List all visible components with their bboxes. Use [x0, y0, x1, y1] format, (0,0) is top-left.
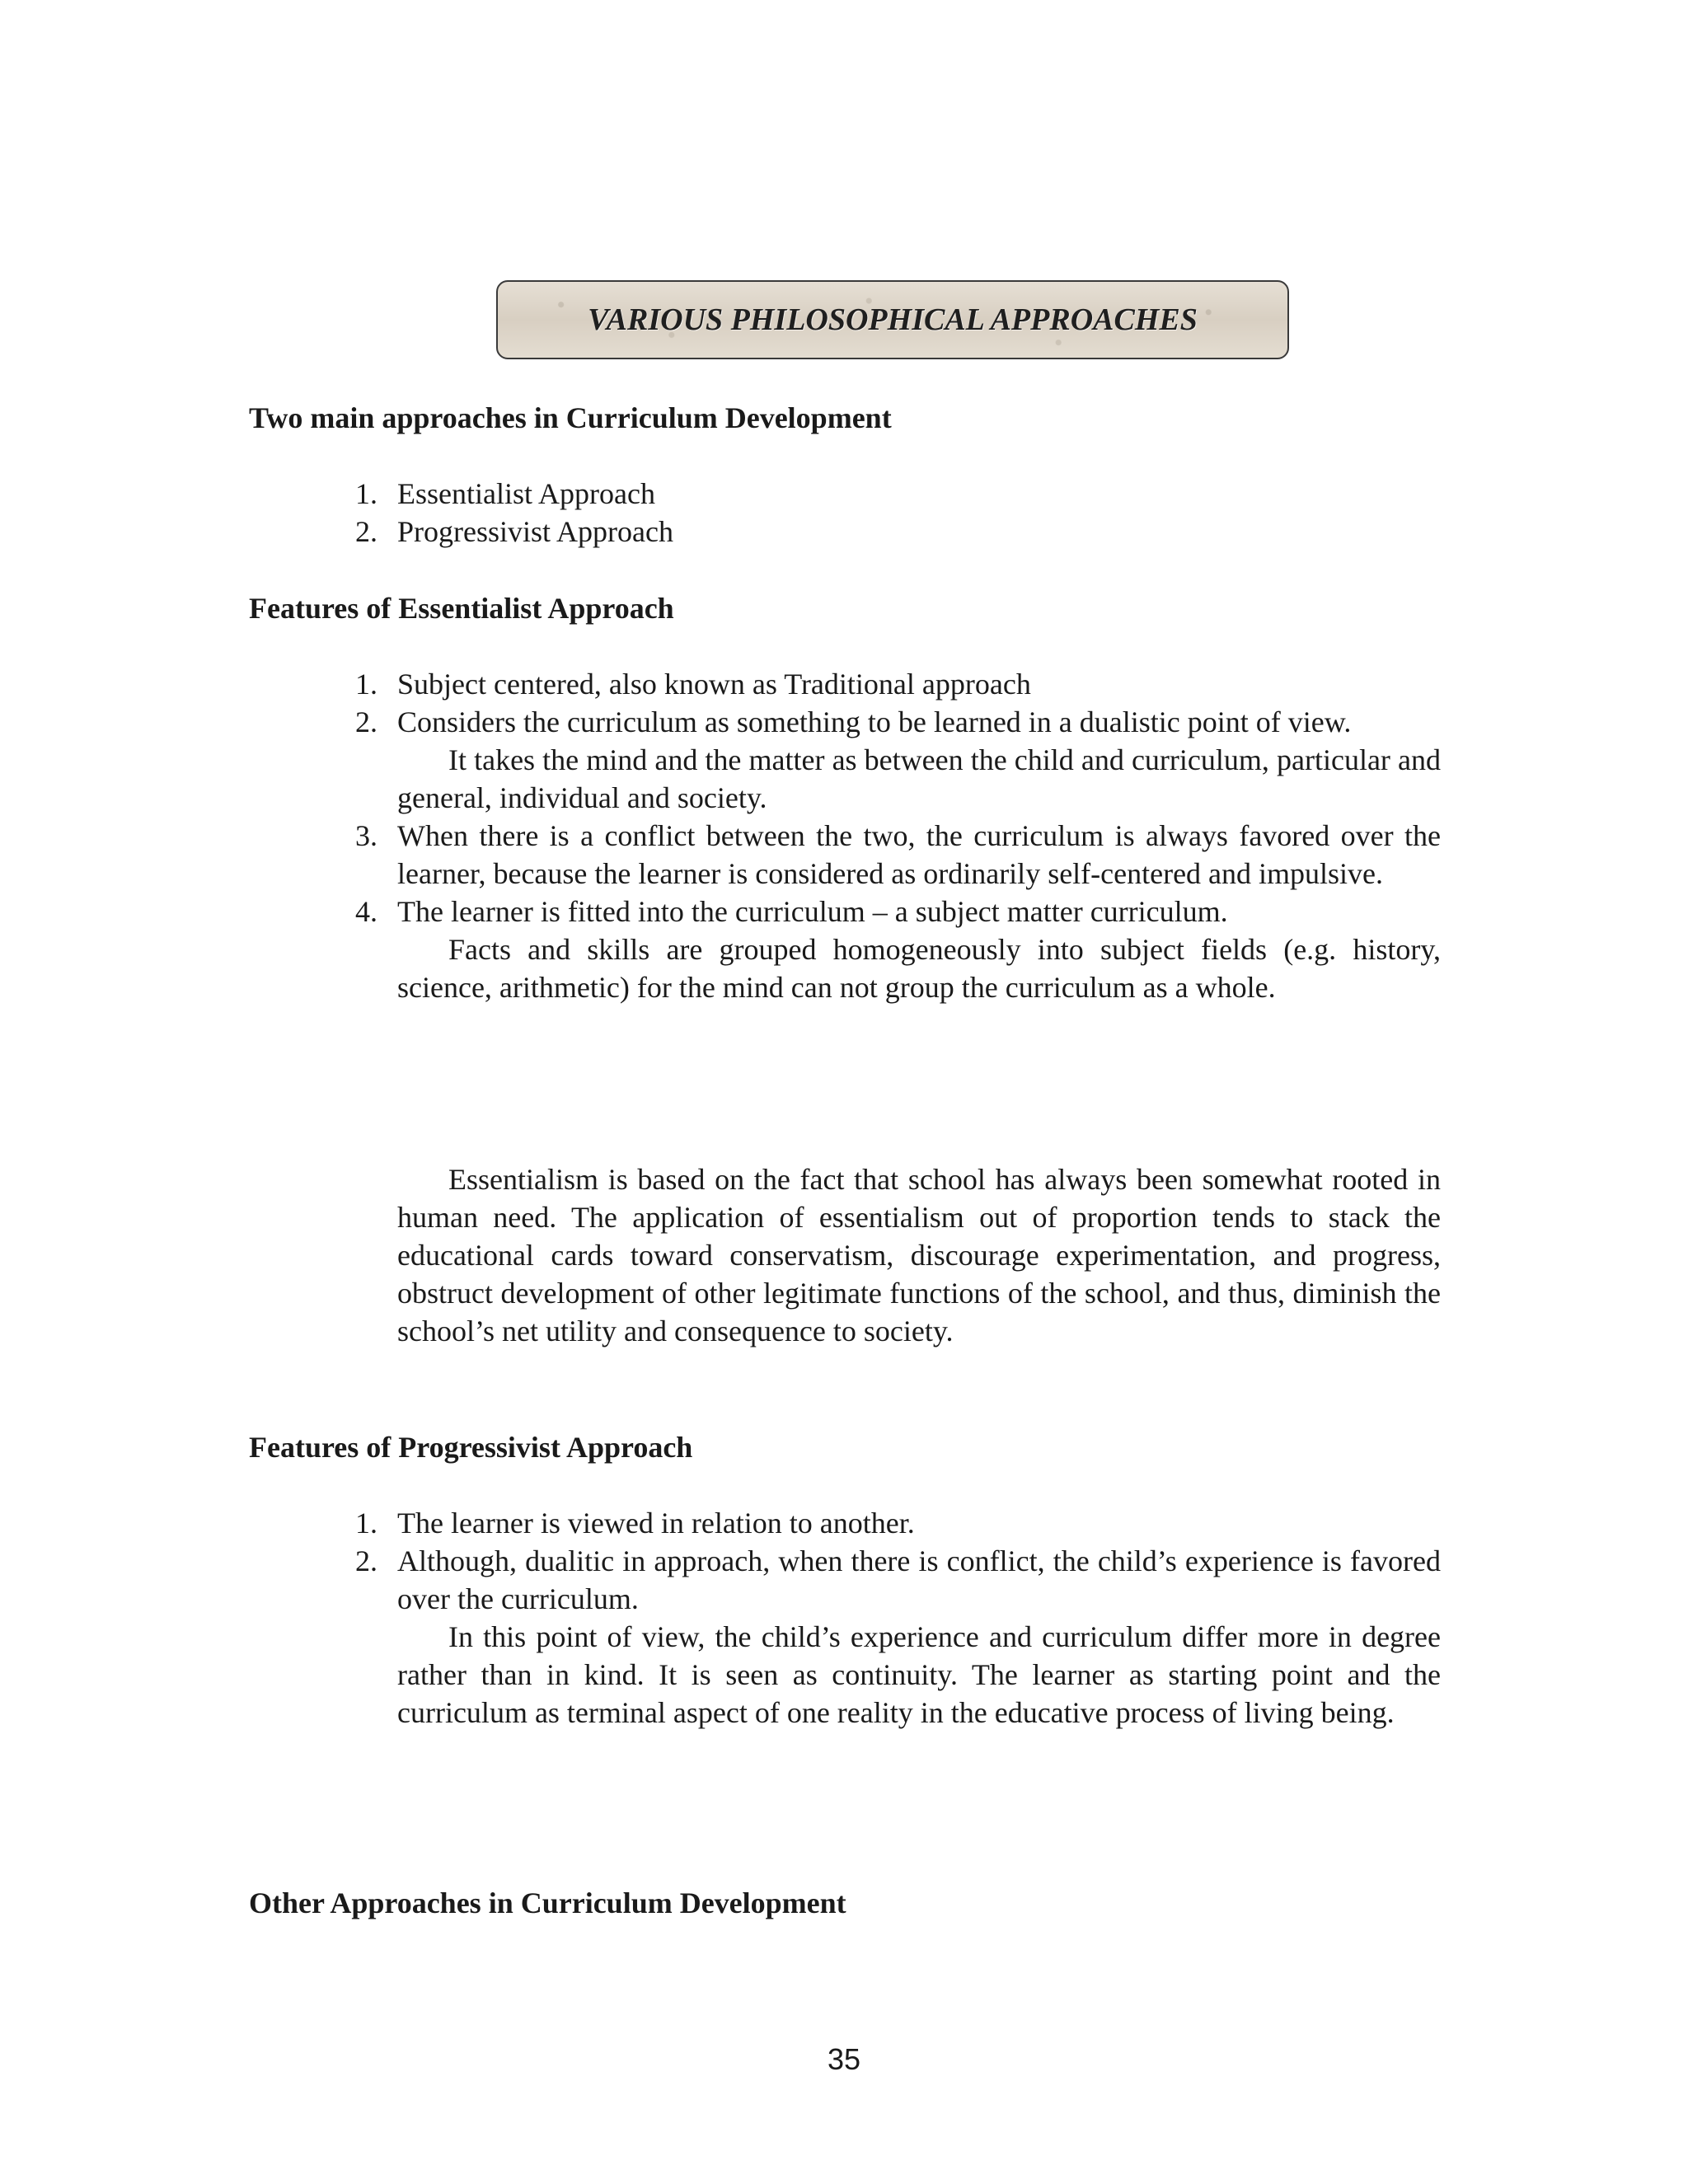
heading-progressivist-features: Features of Progressivist Approach — [249, 1431, 693, 1464]
essentialism-paragraph: Essentialism is based on the fact that school has always been somewhat rooted in human need. The application of essentialism out of proportion tends to stack the educational cards toward conservatism, discourage experimentation, and progress, obstruct development of other legitimate functions of the school, and thus, diminish the school’s net utility and consequence to society. — [397, 1163, 1441, 1347]
list-item-subtext: In this point of view, the child’s experience and curriculum differ more in degree rather than in kind. It is seen as continuity. The learner as starting point and the curriculum as terminal aspect of one reality in the educative process of living being. — [397, 1620, 1441, 1729]
list-item: 1. Essentialist Approach — [355, 477, 655, 510]
list-item: 2. Progressivist Approach — [355, 515, 673, 548]
main-approaches-list — [336, 475, 1441, 551]
page-number: 35 — [827, 2042, 861, 2076]
heading-two-main-approaches: Two main approaches in Curriculum Development — [249, 401, 892, 434]
list-item: 2. Although, dualitic in approach, when there is conflict, the child’s experience is favored over the curriculum. In this point of view, the child’s experience and curriculum differ more in degree rather than in kind. It is seen as continuity. The learner as starting point and the curriculum as terminal aspect of one reality in the educative process of living being. — [336, 1542, 1441, 1732]
progressivist-features-list — [336, 1504, 1441, 1732]
list-item-text: When there is a conflict between the two, the curriculum is always favored over the learner, because the learner is considered as ordinarily self-centered and impulsive. — [397, 819, 1441, 890]
heading-other-approaches: Other Approaches in Curriculum Development — [249, 1886, 846, 1919]
list-item-text: Subject centered, also known as Traditional approach — [397, 668, 1031, 701]
section-title-banner — [496, 280, 1289, 359]
heading-essentialist-features: Features of Essentialist Approach — [249, 592, 674, 625]
list-item-text: Essentialist Approach — [397, 477, 655, 510]
list-item-text: Considers the curriculum as something to be learned in a dualistic point of view. — [397, 705, 1352, 738]
list-item: 4. The learner is fitted into the curriculum – a subject matter curriculum. Facts and skills are grouped homogeneously into subject fields (e.g. history, science, arithmetic) for the mind can not group the curriculum as a whole. — [336, 893, 1441, 1006]
list-item-text: The learner is fitted into the curriculum – a subject matter curriculum. — [397, 895, 1228, 928]
list-item-text: The learner is viewed in relation to another. — [397, 1507, 915, 1540]
banner-title: VARIOUS PHILOSOPHICAL APPROACHES — [588, 302, 1198, 337]
list-item: 1. The learner is viewed in relation to another. — [336, 1504, 1441, 1542]
list-item-subtext: It takes the mind and the matter as between the child and curriculum, particular and general, individual and society. — [397, 743, 1441, 814]
list-item: 2. Considers the curriculum as something to be learned in a dualistic point of view. It takes the mind and the matter as between the child and curriculum, particular and general, individual and society. — [336, 703, 1441, 817]
list-item-text: Although, dualitic in approach, when there is conflict, the child’s experience is favored over the curriculum. — [397, 1544, 1441, 1615]
list-item: 3. When there is a conflict between the two, the curriculum is always favored over the learner, because the learner is considered as ordinarily self-centered and impulsive. — [336, 817, 1441, 893]
essentialist-features-list — [336, 665, 1441, 1006]
list-item: 1. Subject centered, also known as Traditional approach — [336, 665, 1441, 703]
list-item-subtext: Facts and skills are grouped homogeneously into subject fields (e.g. history, science, arithmetic) for the mind can not group the curriculum as a whole. — [397, 933, 1441, 1004]
list-item-text: Progressivist Approach — [397, 515, 673, 548]
